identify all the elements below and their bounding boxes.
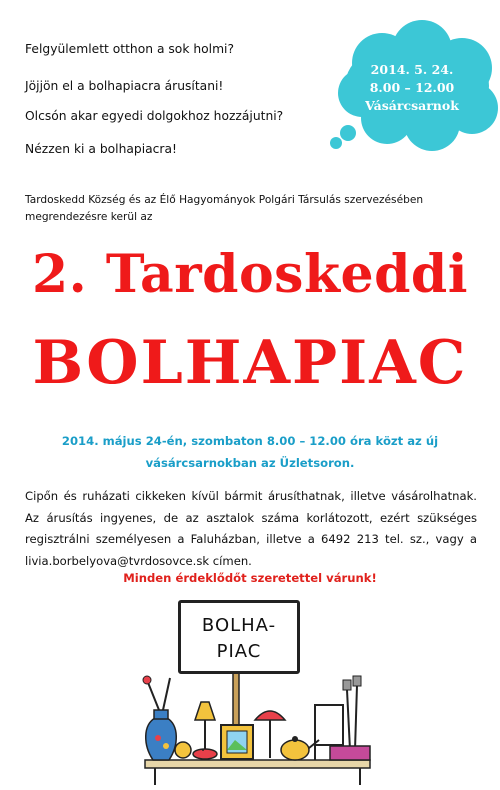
cloud-date: 2014. 5. 24. (370, 62, 454, 77)
welcome-message: Minden érdeklődőt szeretettel várunk! (123, 571, 377, 585)
date-line-2: vásárcsarnokban az Üzletsoron. (145, 456, 355, 470)
cloud-time: 8.00 – 12.00 (369, 80, 455, 95)
question-1: Felgyülemlett otthon a sok holmi? (25, 42, 234, 56)
cloud-place: Vásárcsarnok (365, 98, 459, 113)
question-3: Olcsón akar egyedi dolgokhoz hozzájutni? (25, 109, 284, 123)
bolhapiac-sign (178, 600, 300, 674)
event-title: 2. Tardoskeddi (31, 244, 469, 305)
question-2: Jöjjön el a bolhapiacra árusítani! (25, 79, 224, 93)
organizer-line-1: Tardoskedd Község és az Élő Hagyományok Polgári Társulás szervezésében (25, 194, 424, 206)
sign-line-2: PIAC (216, 641, 262, 662)
organizer-line-2: megrendezésre kerül az (25, 211, 153, 223)
date-line-1: 2014. május 24-én, szombaton 8.00 – 12.00 óra közt az új (61, 434, 439, 448)
sign-line-1: BOLHA- (201, 615, 277, 636)
event-name: BOLHAPIAC (32, 328, 468, 398)
question-4: Nézzen ki a bolhapiacra! (25, 142, 177, 156)
event-description: Cipőn és ruházati cikkeken kívül bármit árusíthatnak, illetve vásárolhatnak. Az árusítás ingyenes, de az asztalok száma korlátozott, ezért szükséges regisztrálni személyesen a Faluházban, illetve a 6492 213 tel. sz., vagy a livia.borbelyova@tvrdosovce.sk címen. (25, 489, 477, 568)
event-date-info (30, 430, 470, 474)
